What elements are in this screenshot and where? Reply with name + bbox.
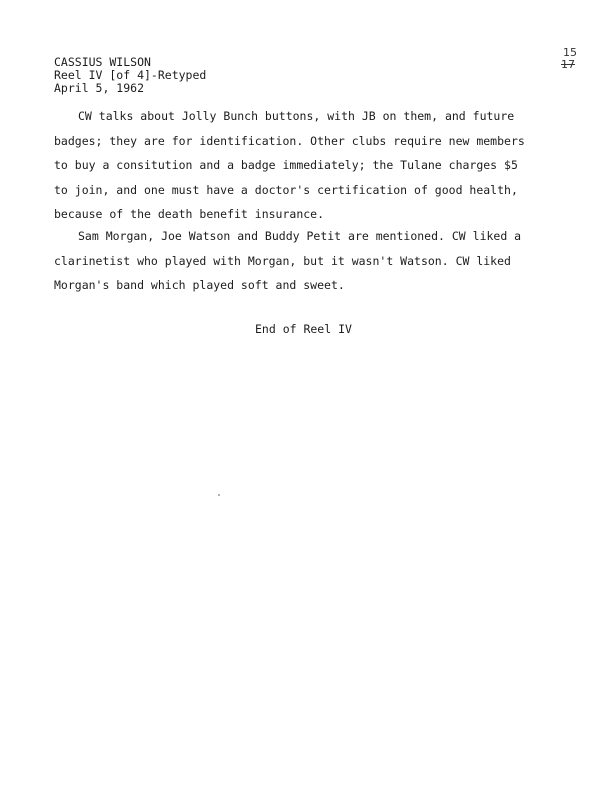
scan-speck <box>218 494 220 496</box>
paragraph-line: Morgan's band which played soft and sweet. <box>54 278 345 292</box>
paragraph-jolly-bunch <box>54 104 554 227</box>
paragraph-line: Sam Morgan, Joe Watson and Buddy Petit are mentioned. CW liked a <box>78 229 522 243</box>
page-number: 15 <box>563 46 577 59</box>
end-of-reel-note: End of Reel IV <box>255 322 352 336</box>
struck-page-number: 17 <box>561 58 575 71</box>
paragraph-line: to buy a consitution and a badge immediately; the Tulane charges $5 <box>54 158 518 172</box>
reel-info: Reel IV [of 4]-Retyped <box>54 68 207 82</box>
paragraph-line: clarinetist who played with Morgan, but it wasn't Watson. CW liked <box>54 253 511 268</box>
document-header <box>54 56 206 95</box>
interviewee-name: CASSIUS WILSON <box>54 55 151 69</box>
paragraph-line: CW talks about Jolly Bunch buttons, with JB on them, and future <box>78 109 515 123</box>
interview-date: April 5, 1962 <box>54 81 145 95</box>
paragraph-musicians <box>54 224 554 298</box>
paragraph-line: badges; they are for identification. Other clubs require new members <box>54 133 525 148</box>
paragraph-line: because of the death benefit insurance. <box>54 207 325 221</box>
paragraph-line: to join, and one must have a doctor's certification of good health, <box>54 182 518 197</box>
